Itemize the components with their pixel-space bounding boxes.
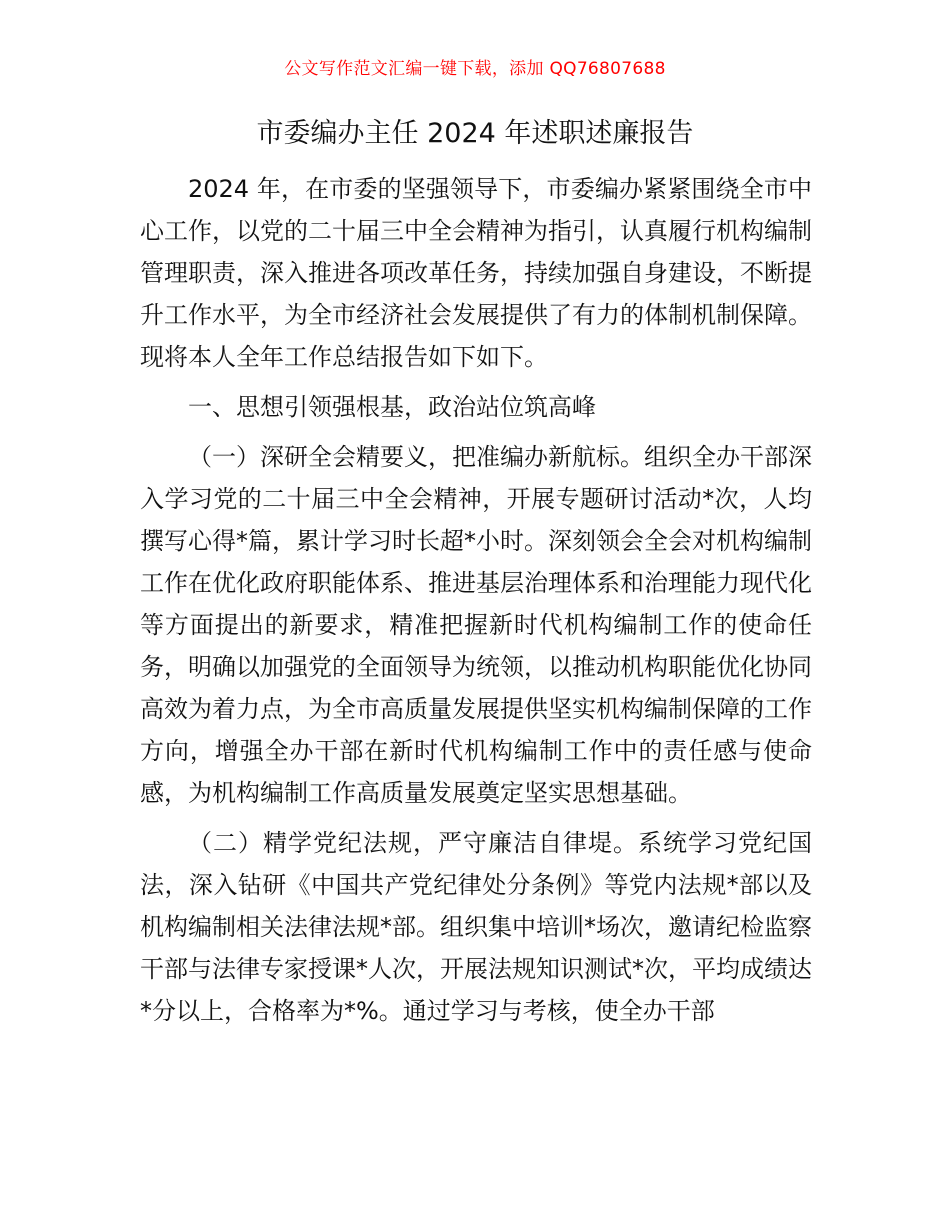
watermark-banner: 公文写作范文汇编一键下载，添加 QQ76807688 [284, 59, 666, 79]
intro-paragraph: 2024 年，在市委的坚强领导下，市委编办紧紧围绕全市中心工作，以党的二十届三中全会精神为指引，认真履行机构编制管理职责，深入推进各项改革任务，持续加强自身建设，不断提升工作水平，为全市经济社会发展提供了有力的体制机制保障。现将本人全年工作总结报告如下如下。 [140, 175, 812, 371]
section-heading: 一、思想引领强根基，政治站位筑高峰 [188, 393, 596, 421]
body-paragraph: （一）深研全会精要义，把准编办新航标。组织全办干部深入学习党的二十届三中全会精神，开展专题研讨活动*次，人均撰写心得*篇，累计学习时长超*小时。深刻领会全会对机构编制工作在优化政府职能体系、推进基层治理体系和治理能力现代化等方面提出的新要求，精准把握新时代机构编制工作的使命任务，明确以加强党的全面领导为统领，以推动机构职能优化协同高效为着力点，为全市高质量发展提供坚实机构编制保障的工作方向，增强全办干部在新时代机构编制工作中的责任感与使命感，为机构编制工作高质量发展奠定坚实思想基础。 [140, 443, 812, 807]
document-body [140, 168, 812, 1040]
body-paragraph: （二）精学党纪法规，严守廉洁自律堤。系统学习党纪国法，深入钻研《中国共产党纪律处分条例》等党内法规*部以及机构编制相关法律法规*部。组织集中培训*场次，邀请纪检监察干部与法律专家授课*人次，开展法规知识测试*次，平均成绩达*分以上，合格率为*%。通过学习与考核，使全办干部 [140, 829, 812, 1025]
page-title: 市委编办主任 2024 年述职述廉报告 [256, 118, 694, 149]
